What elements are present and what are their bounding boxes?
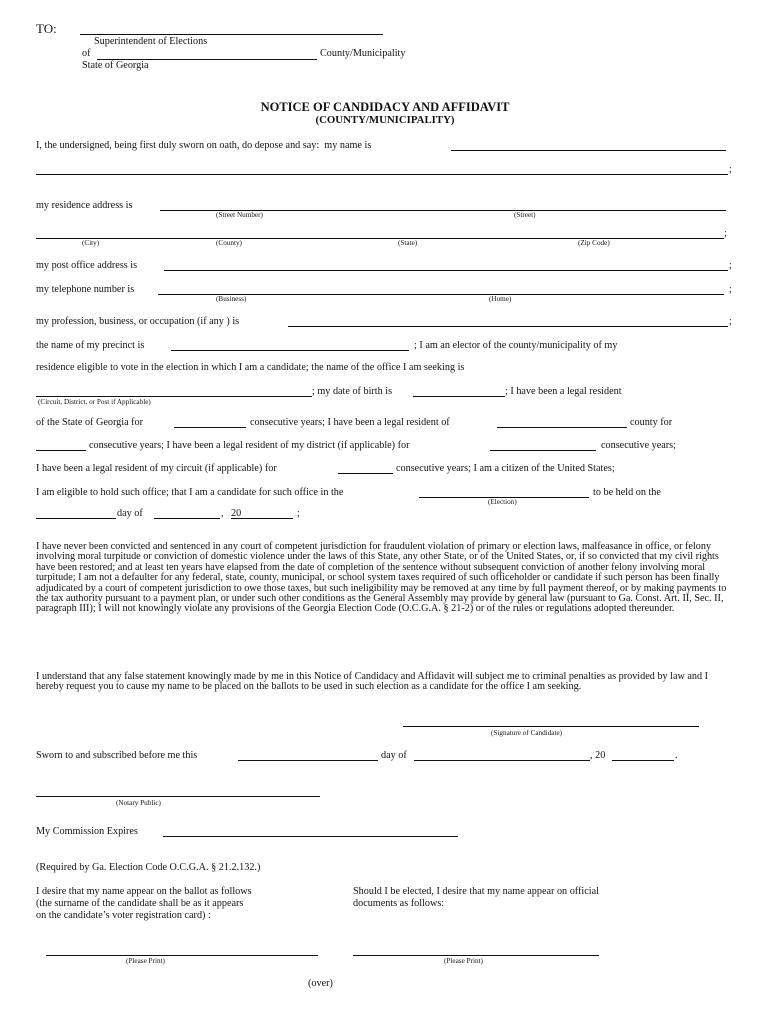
precinct-field[interactable]	[171, 350, 409, 351]
street-caption: (Street)	[514, 211, 536, 219]
over-footer: (over)	[308, 978, 333, 989]
commission-field[interactable]	[163, 836, 458, 837]
semicolon: ;	[724, 228, 727, 239]
to-line[interactable]	[80, 34, 383, 35]
to-label: TO:	[36, 21, 57, 36]
citizen-text: consecutive years; I am a citizen of the United States;	[396, 463, 615, 474]
held-on-text: to be held on the	[593, 487, 661, 498]
telephone-label: my telephone number is	[36, 284, 135, 295]
sworn-before-text: Sworn to and subscribed before me this	[36, 750, 198, 761]
ballot-right-2: documents as follows:	[353, 898, 445, 909]
day-of-text: day of	[117, 508, 143, 519]
semicolon: ;	[729, 260, 732, 271]
residence-label: my residence address is	[36, 200, 133, 211]
commission-label: My Commission Expires	[36, 826, 138, 837]
notary-caption: (Notary Public)	[116, 799, 161, 807]
conviction-paragraph: I have never been convicted and sentenced in any court of competent jurisdiction for fraudulent violation of primary or election laws, malfeasance in office, or felony involving moral turpitude or conviction of domestic violence under the laws of this State, any other State, or of the United States, or, if so convicted that my civil rights have been restored; and at least ten years have elapsed from the date of completion of the sentence without subsequent conviction of another felony involving moral turpitude; I am not a defaulter for any federal, state, county, municipal, or school system taxes required of such officeholder or candidate if such person has been finally adjudicated by a court of competent jurisdiction to owe those taxes, but such ineligibility may be removed at any time by full payment thereof, or by making payments to the tax authority pursuant to a payment plan, or under such other conditions as the General Assembly may provide by general law (pursuant to Ga. Const. Art. II, Sec. II, paragraph III); I will not knowingly violate any provisions of the Georgia Election Code (O.C.G.A. § 21-2) or of the rules or regulations adopted thereunder.	[36, 541, 727, 615]
office-field[interactable]	[36, 396, 312, 397]
ballot-left-3: on the candidate’s voter registration card) :	[36, 910, 211, 921]
of-label: of	[82, 48, 91, 59]
county-for-text: county for	[630, 417, 673, 428]
circuit-caption: (Circuit, District, or Post if Applicable)	[38, 398, 151, 406]
please-print-right: (Please Print)	[444, 957, 483, 965]
post-office-field[interactable]	[164, 270, 728, 271]
county-resident-field[interactable]	[497, 427, 627, 428]
consecutive-2-text: consecutive years; I have been a legal resident of my district (if applicable) for	[89, 440, 410, 451]
state-years-field[interactable]	[174, 427, 246, 428]
semicolon: ;	[297, 508, 300, 519]
sworn-text: I, the undersigned, being first duly sworn on oath, do depose and say: my name is	[36, 140, 372, 151]
county-municipality-label: County/Municipality	[320, 48, 406, 59]
legal-resident-text: ; I have been a legal resident	[505, 386, 622, 397]
circuit-resident-text: I have been a legal resident of my circuit (if applicable) for	[36, 463, 277, 474]
ballot-left-1: I desire that my name appear on the ballot as follows	[36, 886, 252, 897]
business-caption: (Business)	[216, 295, 247, 303]
semicolon: ;	[729, 284, 732, 295]
sworn-year-field[interactable]	[612, 760, 674, 761]
street-number-caption: (Street Number)	[216, 211, 263, 219]
form-subtitle: (COUNTY/MUNICIPALITY)	[315, 114, 455, 126]
city-caption: (City)	[82, 239, 100, 247]
ballot-name-field[interactable]	[46, 955, 318, 956]
sworn-day-field[interactable]	[238, 760, 378, 761]
year-prefix: 20	[231, 508, 242, 519]
election-day-field[interactable]	[36, 518, 116, 519]
semicolon: ;	[729, 316, 732, 327]
candidate-signature-field[interactable]	[403, 726, 699, 727]
notary-signature-field[interactable]	[36, 796, 320, 797]
period: .	[675, 750, 678, 761]
please-print-left: (Please Print)	[126, 957, 165, 965]
official-name-field[interactable]	[353, 955, 599, 956]
dob-field[interactable]	[413, 396, 505, 397]
circuit-years-field[interactable]	[338, 473, 393, 474]
precinct-label: the name of my precinct is	[36, 340, 145, 351]
elector-text: ; I am an elector of the county/municipality of my	[414, 340, 618, 351]
required-text: (Required by Ga. Election Code O.C.G.A. § 21.2.132.)	[36, 862, 261, 873]
county-caption: (County)	[216, 239, 242, 247]
election-year-field[interactable]	[231, 518, 293, 519]
state-for-text: of the State of Georgia for	[36, 417, 144, 428]
zip-caption: (Zip Code)	[578, 239, 610, 247]
county-years-field[interactable]	[36, 450, 86, 451]
semicolon: ;	[729, 164, 732, 175]
profession-field[interactable]	[288, 326, 728, 327]
dob-label: ; my date of birth is	[312, 386, 393, 397]
comma: ,	[221, 508, 224, 519]
candidate-signature-caption: (Signature of Candidate)	[491, 729, 563, 737]
state-label: State of Georgia	[82, 60, 149, 71]
election-month-field[interactable]	[154, 518, 220, 519]
district-years-field[interactable]	[490, 450, 596, 451]
sworn-day-of-text: day of	[381, 750, 407, 761]
sworn-year-prefix: , 20	[590, 750, 606, 761]
ballot-left-2: (the surname of the candidate shall be as it appears	[36, 898, 244, 909]
city-county-field[interactable]	[36, 238, 724, 239]
eligible-vote-text: residence eligible to vote in the election in which I am a candidate; the name of the office I am seeking is	[36, 362, 465, 373]
election-caption: (Election)	[488, 498, 517, 506]
home-caption: (Home)	[489, 295, 512, 303]
superintendent-label: Superintendent of Elections	[94, 36, 208, 47]
state-caption: (State)	[398, 239, 418, 247]
post-office-label: my post office address is	[36, 260, 138, 271]
false-statement-paragraph: I understand that any false statement knowingly made by me in this Notice of Candidacy and Affidavit will subject me to criminal penalties as provided by law and I hereby request you to cause my name to be placed on the ballots to be used in such election as a candidate for the office I am seeking.	[36, 671, 709, 693]
ballot-right-1: Should I be elected, I desire that my name appear on official	[353, 886, 599, 897]
profession-label: my profession, business, or occupation (if any ) is	[36, 316, 240, 327]
eligible-hold-text: I am eligible to hold such office; that I am a candidate for such office in the	[36, 487, 344, 498]
consecutive-3-text: consecutive years;	[601, 440, 676, 451]
sworn-month-field[interactable]	[414, 760, 590, 761]
name-field[interactable]	[451, 150, 726, 151]
consecutive-1-text: consecutive years; I have been a legal resident of	[250, 417, 450, 428]
name-field-cont[interactable]	[36, 174, 728, 175]
form-title: NOTICE OF CANDIDACY AND AFFIDAVIT	[260, 100, 510, 114]
